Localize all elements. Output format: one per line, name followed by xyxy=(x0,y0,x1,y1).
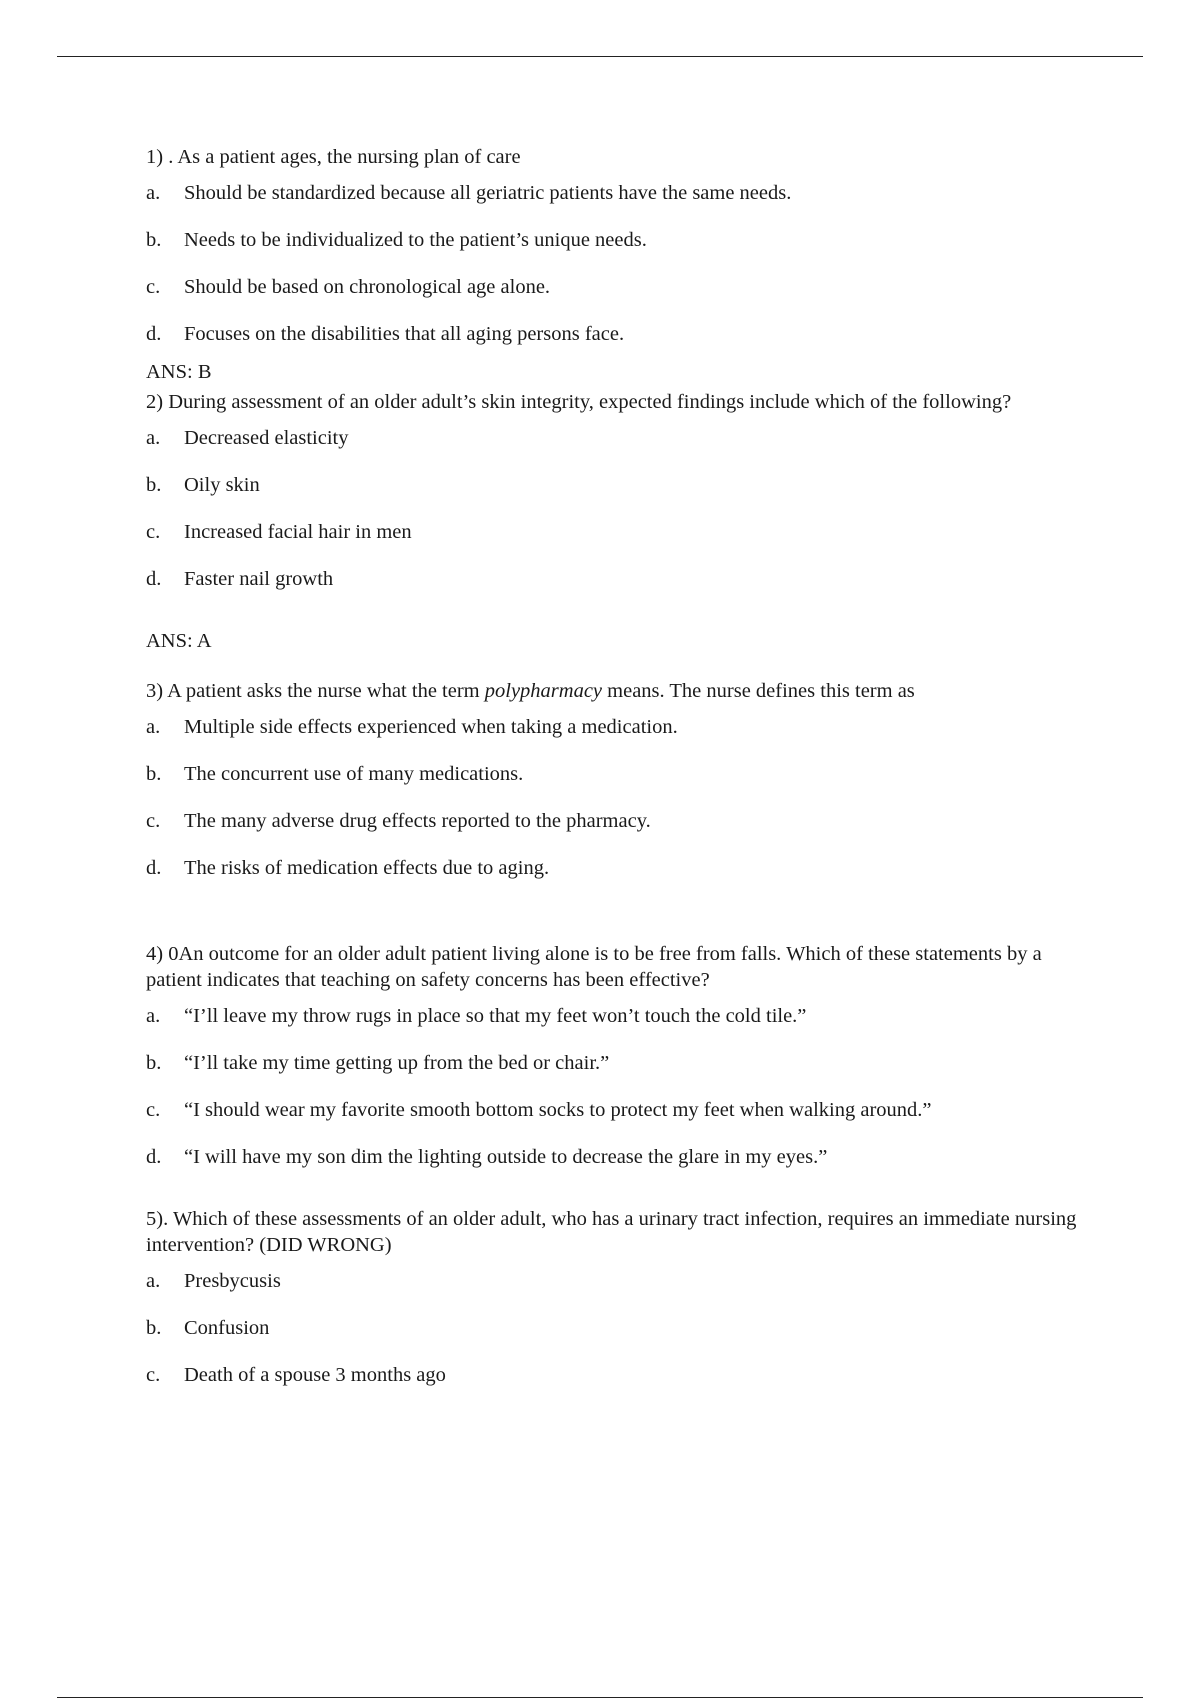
option-c xyxy=(146,274,1086,300)
option-letter: b. xyxy=(146,1317,162,1339)
option-text: “I’ll take my time getting up from the bed or chair.” xyxy=(184,1052,610,1074)
option-text: Faster nail growth xyxy=(184,568,334,590)
option-letter: b. xyxy=(146,763,162,785)
question-stem: 4) 0An outcome for an older adult patient living alone is to be free from falls. Which of these statements by a patient indicates that teaching on safety concerns has been effective? xyxy=(146,943,1042,991)
option-text: Focuses on the disabilities that all aging persons face. xyxy=(184,323,625,345)
option-letter: c. xyxy=(146,1099,161,1121)
option-text: Increased facial hair in men xyxy=(184,521,412,543)
option-c xyxy=(146,1362,1086,1388)
option-letter: c. xyxy=(146,810,161,832)
option-d xyxy=(146,1144,1086,1170)
option-text: Needs to be individualized to the patient’s unique needs. xyxy=(184,229,647,251)
option-a xyxy=(146,1268,1086,1294)
option-text: “I’ll leave my throw rugs in place so that my feet won’t touch the cold tile.” xyxy=(184,1005,807,1027)
option-letter: d. xyxy=(146,323,162,345)
option-text: The risks of medication effects due to aging. xyxy=(184,857,550,879)
option-b xyxy=(146,472,1086,498)
option-text: The many adverse drug effects reported to the pharmacy. xyxy=(184,810,651,832)
question-stem: 1) . As a patient ages, the nursing plan of care xyxy=(146,146,521,168)
footer-rule xyxy=(57,1697,1143,1698)
option-text: Should be based on chronological age alone. xyxy=(184,276,551,298)
option-c xyxy=(146,1097,1086,1123)
option-d xyxy=(146,566,1086,592)
option-d xyxy=(146,855,1086,881)
question-stem xyxy=(146,678,1086,704)
option-letter: a. xyxy=(146,427,161,449)
option-letter: a. xyxy=(146,1005,161,1027)
option-letter: a. xyxy=(146,716,161,738)
option-letter: a. xyxy=(146,182,161,204)
option-c xyxy=(146,519,1086,545)
question-stem: 2) During assessment of an older adult’s skin integrity, expected findings include which of the following? xyxy=(146,391,1012,413)
option-b xyxy=(146,761,1086,787)
option-letter: b. xyxy=(146,1052,162,1074)
option-letter: d. xyxy=(146,568,162,590)
option-b xyxy=(146,227,1086,253)
option-a xyxy=(146,1003,1086,1029)
option-letter: b. xyxy=(146,229,162,251)
answer-key: ANS: A xyxy=(146,630,212,652)
option-letter: d. xyxy=(146,1146,162,1168)
option-text: Decreased elasticity xyxy=(184,427,349,449)
option-a xyxy=(146,425,1086,451)
option-text: “I will have my son dim the lighting outside to decrease the glare in my eyes.” xyxy=(184,1146,828,1168)
question-1 xyxy=(146,144,1086,385)
option-letter: c. xyxy=(146,1364,161,1386)
option-text: The concurrent use of many medications. xyxy=(184,763,524,785)
option-text: Confusion xyxy=(184,1317,270,1339)
option-text: Death of a spouse 3 months ago xyxy=(184,1364,446,1386)
option-c xyxy=(146,808,1086,834)
option-b xyxy=(146,1050,1086,1076)
document-body xyxy=(146,144,1086,1388)
option-letter: c. xyxy=(146,276,161,298)
stem-after: means. The nurse defines this term as xyxy=(602,680,915,702)
option-b xyxy=(146,1315,1086,1341)
question-4 xyxy=(146,941,1086,1170)
question-2 xyxy=(146,389,1086,654)
question-3 xyxy=(146,678,1086,881)
stem-before: 3) A patient asks the nurse what the term xyxy=(146,680,485,702)
option-text: Oily skin xyxy=(184,474,260,496)
answer-key: ANS: B xyxy=(146,361,212,383)
question-stem: 5). Which of these assessments of an older adult, who has a urinary tract infection, requires an immediate nursing intervention? (DID WRONG) xyxy=(146,1208,1077,1256)
option-a xyxy=(146,714,1086,740)
option-text: Should be standardized because all geriatric patients have the same needs. xyxy=(184,182,792,204)
option-letter: a. xyxy=(146,1270,161,1292)
option-text: “I should wear my favorite smooth bottom socks to protect my feet when walking around.” xyxy=(184,1099,932,1121)
question-5 xyxy=(146,1206,1086,1388)
option-letter: d. xyxy=(146,857,162,879)
option-letter: b. xyxy=(146,474,162,496)
option-a xyxy=(146,180,1086,206)
option-text: Presbycusis xyxy=(184,1270,281,1292)
header-rule xyxy=(57,56,1143,57)
stem-term: polypharmacy xyxy=(484,680,603,702)
option-text: Multiple side effects experienced when taking a medication. xyxy=(184,716,678,738)
option-d xyxy=(146,321,1086,347)
option-letter: c. xyxy=(146,521,161,543)
